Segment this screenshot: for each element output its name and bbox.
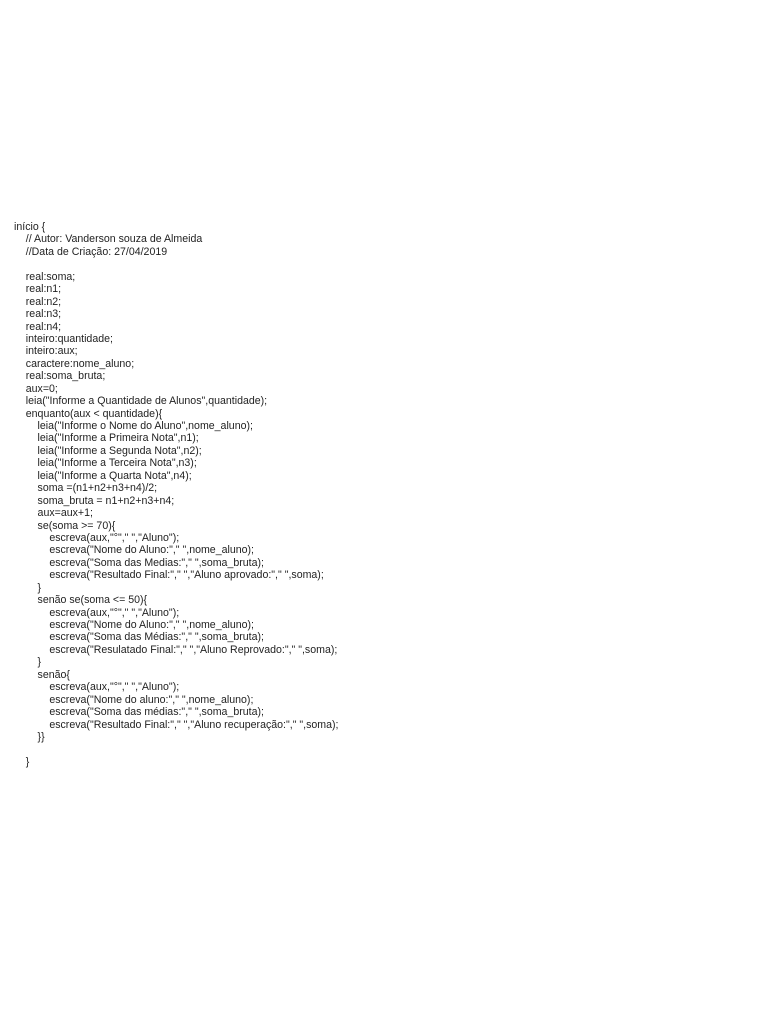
code-line: leia("Informe o Nome do Aluno",nome_aluno);: [14, 420, 253, 432]
code-line: escreva("Resulatado Final:"," ","Aluno Reprovado:"," ",soma);: [14, 643, 338, 656]
code-line: inteiro:aux;: [14, 345, 78, 358]
code-line: soma_bruta = n1+n2+n3+n4;: [14, 494, 175, 507]
code-line: }}: [14, 730, 45, 743]
code-line: escreva("Nome do Aluno:"," ",nome_aluno);: [14, 544, 254, 557]
code-line: aux=0;: [14, 382, 58, 395]
code-line: real:soma_bruta;: [14, 370, 106, 383]
code-line: escreva("Soma das Medias:"," ",soma_bruta);: [14, 556, 264, 569]
code-line: }: [14, 755, 30, 768]
code-line: real:n2;: [14, 295, 62, 308]
code-line: caractere:nome_aluno;: [14, 357, 135, 370]
code-line: leia("Informe a Primeira Nota",n1);: [14, 432, 199, 445]
code-line: escreva(aux,"°"," ","Aluno");: [14, 681, 180, 694]
code-line: escreva(aux,"°"," ","Aluno");: [14, 531, 180, 544]
code-line: escreva("Nome do Aluno:"," ",nome_aluno);: [14, 619, 254, 631]
code-line: leia("Informe a Terceira Nota",n3);: [14, 457, 197, 470]
code-line: escreva("Soma das Médias:"," ",soma_bruta);: [14, 631, 264, 644]
code-line: }: [14, 581, 42, 594]
code-line: leia("Informe a Segunda Nota",n2);: [14, 444, 202, 457]
code-line: // Autor: Vanderson souza de Almeida: [14, 233, 203, 246]
code-listing: [14, 221, 754, 768]
code-line: escreva(aux,"°"," ","Aluno");: [14, 606, 180, 619]
code-line: se(soma >= 70){: [14, 519, 116, 532]
code-line: }: [14, 656, 42, 669]
code-line: real:n1;: [14, 283, 62, 296]
code-line: aux=aux+1;: [14, 507, 93, 520]
code-line: escreva("Nome do aluno:"," ",nome_aluno);: [14, 693, 254, 706]
code-line: real:n4;: [14, 320, 62, 333]
code-line: [14, 743, 754, 755]
code-line: inteiro:quantidade;: [14, 332, 113, 345]
code-line: escreva("Resultado Final:"," ","Aluno aprovado:"," ",soma);: [14, 569, 324, 582]
code-line: leia("Informe a Quarta Nota",n4);: [14, 469, 192, 482]
code-line: real:soma;: [14, 270, 76, 283]
code-line: escreva("Soma das médias:"," ",soma_bruta);: [14, 706, 264, 719]
code-line: enquanto(aux < quantidade){: [14, 407, 163, 420]
code-line: [14, 258, 754, 270]
code-line: senão{: [14, 668, 70, 681]
code-line: início {: [14, 221, 46, 233]
code-line: leia("Informe a Quantidade de Alunos",quantidade);: [14, 395, 268, 408]
code-line: escreva("Resultado Final:"," ","Aluno recuperação:"," ",soma);: [14, 718, 339, 731]
code-line: soma =(n1+n2+n3+n4)/2;: [14, 482, 158, 495]
code-line: senão se(soma <= 50){: [14, 594, 148, 607]
code-line: //Data de Criação: 27/04/2019: [14, 245, 168, 258]
code-line: real:n3;: [14, 308, 62, 321]
